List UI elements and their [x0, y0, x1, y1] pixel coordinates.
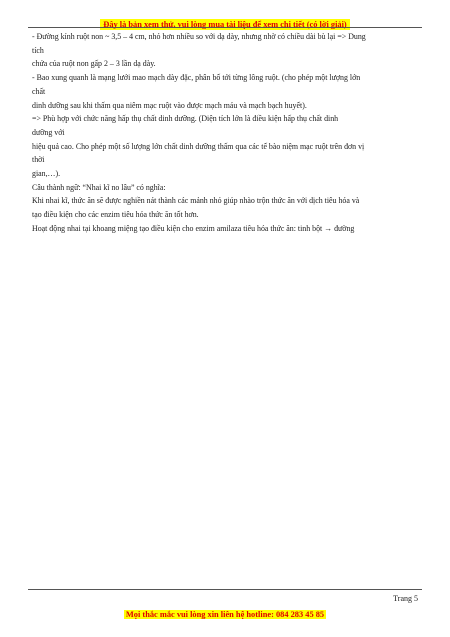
body-line: tạo điều kiện cho các enzim tiêu hóa thức ăn tốt hơn.: [32, 210, 199, 220]
body-line: - Đường kính ruột non ~ 3,5 – 4 cm, nhỏ hơn nhiều so với dạ dày, nhưng nhờ có chiều dài bù lại => Dung: [32, 32, 366, 41]
body-line: hiệu quả cao. Cho phép một số lượng lớn chất dinh dưỡng thấm qua các tế bào niệm mạc ruột trên đơn vị: [32, 141, 365, 151]
preview-notice-text: Đây là bản xem thử, vui lòng mua tài liệu để xem chi tiết (có lời giải): [100, 19, 349, 30]
body-line: Khi nhai kĩ, thức ăn sẽ được nghiền nát thành các mảnh nhỏ giúp nhào trộn thức ăn với dịch tiêu hóa và: [32, 196, 360, 206]
body-line: - Bao xung quanh là mạng lưới mao mạch dày đặc, phân bố tới từng lông ruột. (cho phép một lượng lớn: [32, 73, 361, 83]
body-line: chứa của ruột non gấp 2 – 3 lần dạ dày.: [32, 59, 156, 69]
body-line: chất: [32, 86, 46, 96]
hotline-banner: [0, 604, 450, 622]
header-divider: [28, 27, 422, 28]
footer-divider: [28, 589, 422, 590]
body-line: gian,…).: [32, 169, 61, 179]
body-line: dưỡng với: [32, 127, 65, 137]
body-line: Câu thành ngữ: “Nhai kĩ no lâu” có nghĩa:: [32, 182, 166, 192]
body-line: thời: [32, 155, 45, 165]
body-line: dinh dưỡng sau khi thấm qua niêm mạc ruột vào được mạch máu và mạch bạch huyết).: [32, 100, 307, 110]
body-line: => Phù hợp với chức năng hấp thụ chất dinh dưỡng. (Diện tích lớn là điều kiện hấp thụ chất dinh: [32, 114, 339, 124]
document-body: [32, 30, 422, 236]
page-number: Trang 5: [393, 594, 418, 603]
body-line: Hoạt động nhai tại khoang miệng tạo điều kiện cho enzim amilaza tiêu hóa thức ăn: tinh bột → đường: [32, 223, 355, 233]
body-line: tích: [32, 45, 44, 55]
hotline-text: Mọi thắc mắc vui lòng xin liên hệ hotline: 084 283 45 85: [125, 610, 325, 619]
